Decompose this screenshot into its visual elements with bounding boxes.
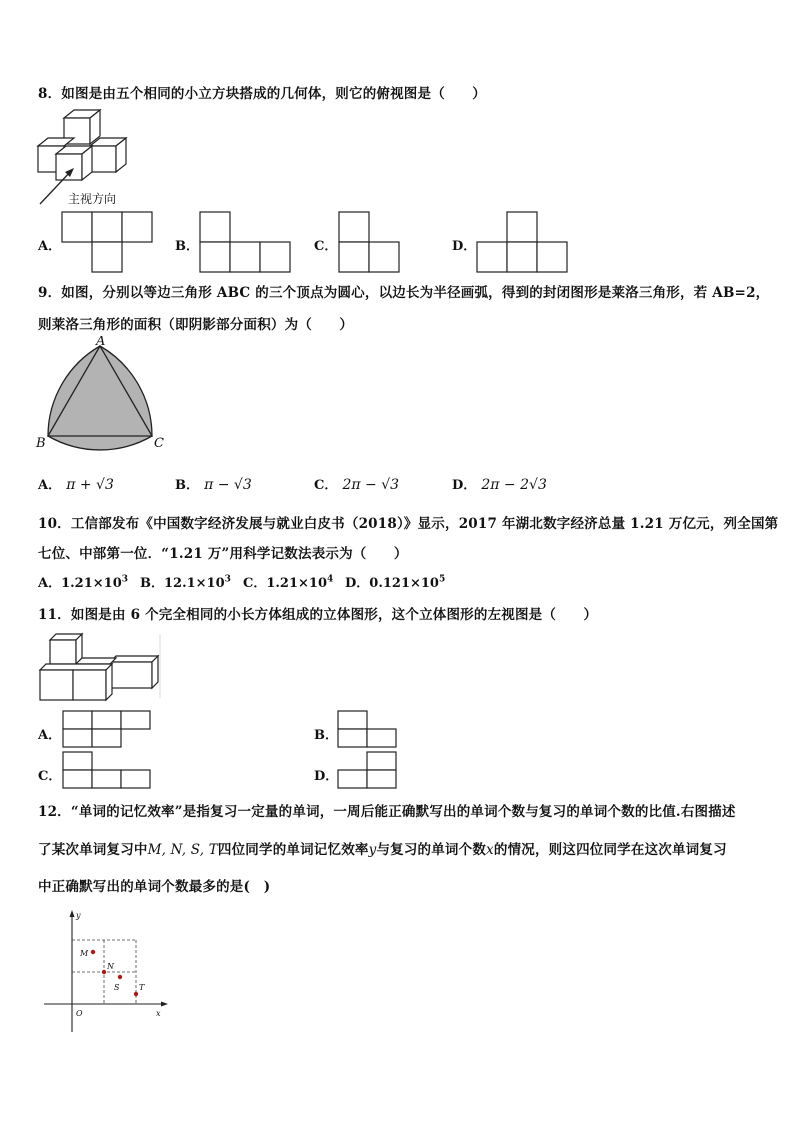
q12-stem-y: y	[368, 842, 377, 858]
q10-option-d-label: D．	[345, 576, 370, 591]
q9-option-c-expr: 2π − √3	[342, 477, 400, 493]
q10-option-b-mantissa: 12.1×10	[164, 576, 225, 591]
q12-stem-line2-a: 了某次单词复习中	[38, 842, 148, 858]
q11-cuboid-figure	[36, 630, 164, 706]
point-m-label: M	[80, 949, 89, 958]
point-s	[118, 975, 122, 979]
origin-label: O	[76, 1009, 83, 1018]
q9-stem-line2: 则莱洛三角形的面积（即阴影部分面积）为（ ）	[38, 317, 354, 333]
q9-option-a-expr: π + √3	[66, 477, 114, 493]
q8-option-b-label: B．	[175, 239, 199, 254]
q12-stem-x: x	[486, 842, 494, 858]
q10-option-d	[345, 572, 445, 591]
q12-stem-line1: 12．“单词的记忆效率”是指复习一定量的单词，一周后能正确默写出的单词个数与复习的单词个数的比值.右图描述	[38, 804, 736, 820]
view-direction-label: 主视方向	[68, 192, 117, 206]
point-n-label: N	[107, 962, 114, 971]
q10-option-c-label: C．	[243, 576, 267, 591]
point-m	[91, 950, 95, 954]
q10-stem-line2: 七位、中部第一位．“1.21 万”用科学记数法表示为（ ）	[38, 546, 408, 562]
q11-option-d-figure	[337, 751, 397, 789]
q8-option-c-label: C．	[314, 239, 338, 254]
q11-stem: 11．如图是由 6 个完全相同的小长方体组成的立体图形，这个立体图形的左视图是（ ）	[38, 607, 598, 623]
q10-option-b	[140, 572, 231, 591]
q8-option-c-figure	[338, 211, 400, 273]
q10-option-d-exp: 5	[438, 574, 446, 585]
vertex-b-label: B	[36, 436, 46, 451]
q11-option-a-figure	[62, 710, 152, 748]
q10-option-c-exp: 4	[327, 574, 334, 585]
reuleaux-triangle-figure	[34, 336, 174, 454]
q10-option-a-mantissa: 1.21×10	[61, 576, 122, 591]
q12-stem-line2-c: 与复习的单词个数	[376, 842, 487, 858]
vertex-a-label: A	[96, 336, 106, 349]
q8-option-d-figure	[476, 211, 568, 273]
q9-option-a-label: A．	[38, 478, 62, 493]
point-s-label: S	[114, 983, 120, 992]
q11-option-b-figure	[337, 710, 397, 748]
point-t	[134, 992, 138, 996]
q10-option-c	[243, 572, 333, 591]
q11-option-b-label: B．	[314, 728, 338, 743]
q9-option-b-label: B．	[175, 478, 199, 493]
q12-stem-line2-d: 的情况，则这四位同学在这次单词复习	[493, 842, 727, 858]
q8-option-b-figure	[199, 211, 291, 273]
point-n	[102, 970, 106, 974]
q9-option-d-label: D．	[452, 478, 477, 493]
q8-stem: 8．如图是由五个相同的小立方块搭成的几何体，则它的俯视图是（ ）	[38, 86, 486, 102]
q12-stem-line3: 中正确默写出的单词个数最多的是( )	[38, 879, 271, 895]
q8-option-d-label: D．	[452, 239, 477, 254]
q10-option-a-exp: 3	[121, 574, 129, 585]
x-axis-label: x	[156, 1009, 161, 1018]
q10-option-b-exp: 3	[224, 574, 231, 585]
q9-option-a	[38, 474, 114, 493]
q10-option-b-label: B．	[140, 576, 164, 591]
q9-option-b-expr: π − √3	[204, 477, 252, 493]
q10-option-a	[38, 572, 128, 591]
q8-option-a-label: A．	[38, 239, 62, 254]
q9-option-d-expr: 2π − 2√3	[481, 477, 547, 493]
q12-stem-vars: M, N, S, T	[147, 842, 218, 858]
q9-option-d	[452, 474, 547, 493]
q12-stem-line2	[38, 838, 727, 858]
q12-scatter-graph	[40, 908, 170, 1036]
q9-option-c-label: C．	[314, 478, 338, 493]
q11-option-c-figure	[62, 751, 152, 789]
q11-option-a-label: A．	[38, 728, 62, 743]
q10-option-a-label: A．	[38, 576, 62, 591]
vertex-c-label: C	[154, 436, 164, 451]
q9-option-c	[314, 474, 399, 493]
q8-option-a-figure	[61, 211, 153, 273]
q10-option-d-mantissa: 0.121×10	[369, 576, 439, 591]
point-t-label: T	[139, 983, 145, 992]
q12-stem-line2-b: 四位同学的单词记忆效率	[217, 842, 369, 858]
q9-stem-line1: 9．如图，分别以等边三角形 ABC 的三个顶点为圆心，以边长为半径画弧，得到的封闭图形是莱洛三角形，若 AB=2，	[38, 285, 770, 301]
q11-option-d-label: D．	[314, 769, 339, 784]
q11-option-c-label: C．	[38, 769, 62, 784]
q9-option-b	[175, 474, 252, 493]
y-axis-label: y	[76, 911, 81, 920]
q10-option-c-mantissa: 1.21×10	[266, 576, 328, 591]
q10-stem-line1: 10．工信部发布《中国数字经济发展与就业白皮书（2018）》显示，2017 年湖北数字经济总量 1.21 万亿元，列全国第	[38, 516, 779, 532]
